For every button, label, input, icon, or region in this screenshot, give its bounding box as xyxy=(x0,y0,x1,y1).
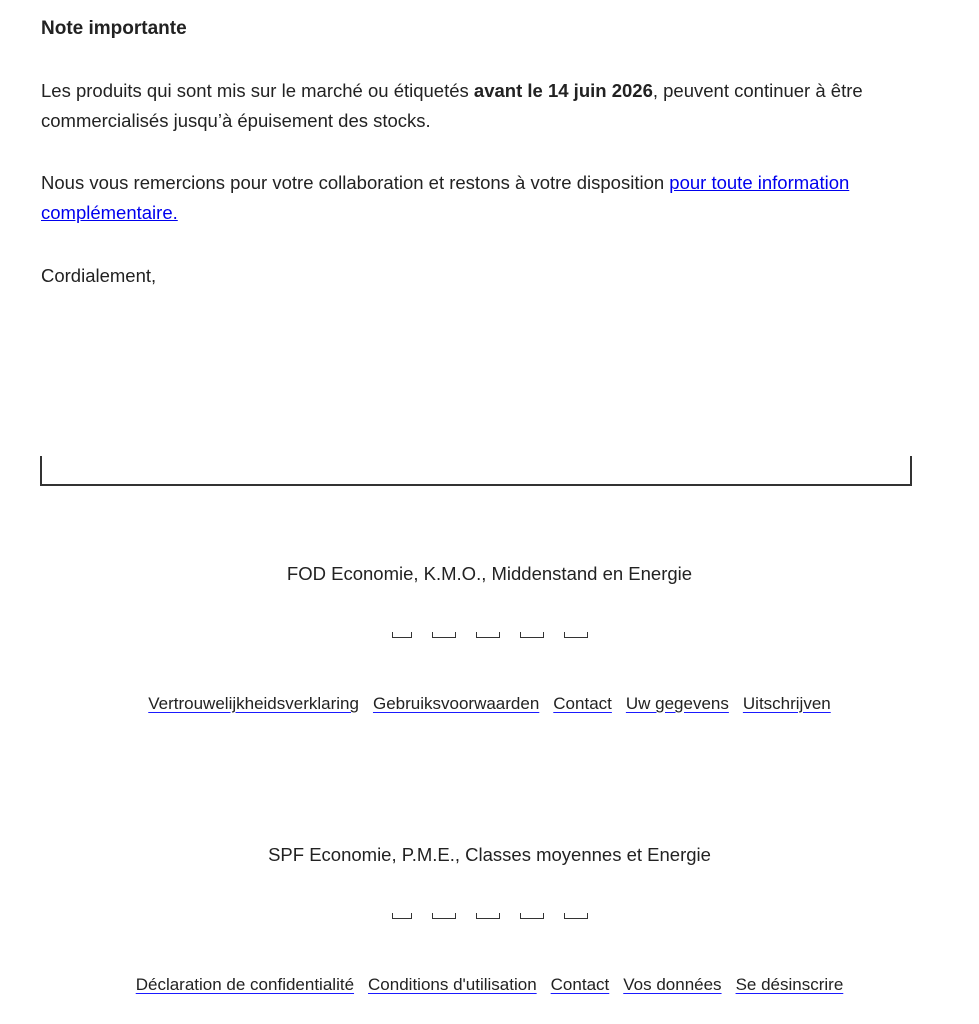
paragraph-text: Les produits qui sont mis sur le marché ou étiquetés xyxy=(41,80,474,101)
unsubscribe-link[interactable]: Uitschrijven xyxy=(742,694,831,713)
instagram-icon[interactable] xyxy=(564,632,588,638)
paragraph-text: , peuvent continuer à être commercialisés jusqu’à épuisement des stocks. xyxy=(41,80,863,131)
instagram-icon[interactable] xyxy=(564,913,588,919)
footer-links-fr xyxy=(0,974,979,996)
twitter-icon[interactable] xyxy=(432,632,456,638)
more-information-link[interactable]: pour toute information complémentaire. xyxy=(41,172,850,223)
terms-link[interactable]: Gebruiksvoorwaarden xyxy=(372,694,540,713)
note-title: Note importante xyxy=(41,18,187,39)
footer-nl xyxy=(0,561,979,587)
linkedin-icon[interactable] xyxy=(476,632,500,638)
deadline-date: avant le 14 juin 2026 xyxy=(473,80,653,101)
closing-text: Cordialement, xyxy=(41,265,157,286)
unsubscribe-link[interactable]: Se désinscrire xyxy=(735,975,844,994)
footer-fr xyxy=(0,842,979,868)
your-data-link[interactable]: Uw gegevens xyxy=(625,694,729,713)
your-data-link[interactable]: Vos données xyxy=(623,975,722,994)
paragraph-thanks xyxy=(41,168,891,228)
paragraph-text: Nous vous remercions pour votre collaboration et restons à votre disposition xyxy=(41,172,670,193)
privacy-link[interactable]: Déclaration de confidentialité xyxy=(135,975,355,994)
facebook-icon[interactable] xyxy=(392,913,412,919)
linkedin-icon[interactable] xyxy=(476,913,500,919)
signature-image-placeholder xyxy=(40,456,912,486)
social-row-fr xyxy=(0,913,979,919)
paragraph-stock-notice xyxy=(41,76,891,136)
contact-link[interactable]: Contact xyxy=(550,975,610,994)
org-name-nl: FOD Economie, K.M.O., Middenstand en Energie xyxy=(286,563,693,584)
footer-links-nl xyxy=(0,693,979,715)
terms-link[interactable]: Conditions d'utilisation xyxy=(368,975,537,994)
privacy-link[interactable]: Vertrouwelijkheidsverklaring xyxy=(148,694,359,713)
twitter-icon[interactable] xyxy=(432,913,456,919)
org-name-fr: SPF Economie, P.M.E., Classes moyennes et Energie xyxy=(268,844,711,865)
youtube-icon[interactable] xyxy=(520,913,544,919)
youtube-icon[interactable] xyxy=(520,632,544,638)
contact-link[interactable]: Contact xyxy=(553,694,612,713)
facebook-icon[interactable] xyxy=(392,632,412,638)
social-row-nl xyxy=(0,632,979,638)
